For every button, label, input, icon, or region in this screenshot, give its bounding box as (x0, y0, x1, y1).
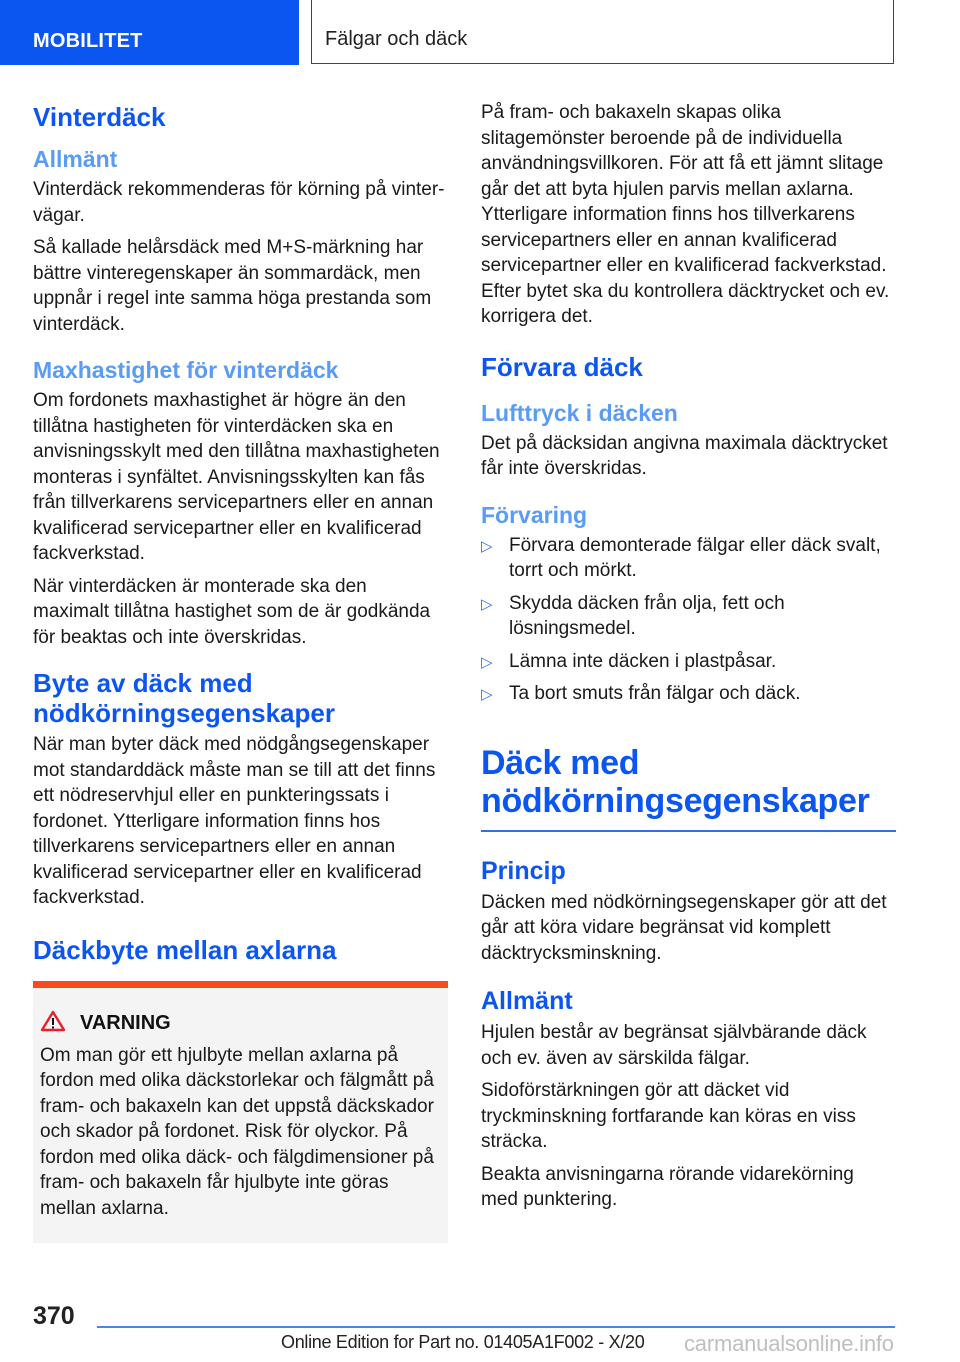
storage-list (481, 533, 896, 707)
heading-princip: Princip (481, 856, 566, 885)
heading-vinterdack: Vinterdäck (33, 102, 166, 132)
heading-byte: Byte av däck med nödkörningsegenskaper (33, 668, 335, 728)
section-tab (0, 0, 299, 65)
list-item: ▷ Ta bort smuts från fälgar och däck. (481, 681, 896, 707)
right-column (481, 100, 896, 1220)
list-item: ▷ Lämna inte däcken i plastpåsar. (481, 649, 896, 675)
footer-rule (97, 1326, 895, 1328)
paragraph: Sidoförstärkningen gör att däcket vid tryckminskning fortfarande kan köras en viss sträcka. (481, 1080, 856, 1152)
heading-rule (481, 830, 896, 832)
paragraph: Däcken med nödkörningsegenskaper gör att det går att köra vidare begränsat vid komplett däcktrycksminskning. (481, 891, 887, 964)
section-label: MOBILITET (33, 30, 143, 52)
heading-dack-med: Däck med nödkörningsegenskaper (481, 743, 870, 820)
list-item: ▷ Förvara demonterade fälgar eller däck svalt, torrt och mörkt. (481, 534, 881, 581)
paragraph: På fram- och bakaxeln skapas olika slitagemönster beroende på de individuella användningsvillkoren. För att få ett jämnt slitage går det att byta hjulen parvis mellan axlarna. Ytterligare information finns hos tillverkarens servicepartners eller en annan kvalificerad servicepartner eller en kvalificerad fackverkstad. Efter bytet ska du kontrollera däcktrycket och ev. korrigera det. (481, 102, 890, 327)
heading-forvara: Förvara däck (481, 351, 643, 382)
warning-triangle-icon (40, 1010, 66, 1037)
heading-allmant-2: Allmänt (481, 987, 573, 1015)
paragraph: När vinterdäcken är monterade ska den maximalt tillåtna hastighet som de är godkända för beaktas och inte överskridas. (33, 575, 431, 648)
triangle-bullet-icon: ▷ (481, 537, 493, 555)
heading-allmant: Allmänt (33, 146, 118, 172)
heading-dackbyte: Däckbyte mellan axlarna (33, 934, 337, 965)
paragraph: Det på däcksidan angivna maximala däcktrycket får inte överskridas. (481, 432, 888, 479)
chapter-tab (311, 0, 894, 64)
list-item: ▷ Skydda däcken från olja, fett och lösningsmedel. (481, 592, 785, 639)
paragraph: När man byter däck med nödgångsegenskaper mot standarddäck måste man se till att det finns ett nödreservhjul eller en punkteringssats i fordonet. Ytterligare information finns hos tillverkarens servicepartners eller en annan kvalificerad servicepartner eller en kvalificerad fackverkstad. (33, 734, 436, 908)
watermark: carmanualsonline.info (684, 1331, 894, 1356)
chapter-label: Fälgar och däck (325, 28, 468, 50)
heading-maxhastighet: Maxhastighet för vinterdäck (33, 357, 339, 383)
paragraph: Om fordonets maxhastighet är högre än den tillåtna hastigheten för vinterdäcken ska en anvisningsskylt med den tillåtna maxhastigheten monteras i synfältet. Anvisningsskylten kan fås från tillverkarens servicepartners eller en annan kvalificerad servicepartner eller en kvalificerad fackverkstad. (33, 390, 440, 564)
left-column (33, 100, 448, 1243)
paragraph: Hjulen består av begränsat självbärande däck och ev. även av särskilda fälgar. (481, 1022, 867, 1069)
warning-label: VARNING (80, 1011, 171, 1034)
warning-text: Om man gör ett hjulbyte mellan axlarna på fordon med olika däckstorlekar och fälgmått på fram- och bakaxeln kan det uppstå däckskador och skador på fordonet. Risk för olyckor. På fordon med olika däck- och fälgdimensioner på fram- och bakaxeln får hjulbyte inte göras mellan axlarna. (40, 1044, 434, 1219)
paragraph: Beakta anvisningarna rörande vidarekörning med punktering. (481, 1163, 854, 1210)
heading-forvaring: Förvaring (481, 501, 588, 528)
triangle-bullet-icon: ▷ (481, 686, 493, 703)
page-number: 370 (33, 1302, 75, 1330)
warning-bar (33, 981, 448, 988)
paragraph: Så kallade helårsdäck med M+S-märkning har bättre vinteregenskaper än sommardäck, men uppnår i regel inte samma höga prestanda som vinterdäck. (33, 237, 432, 335)
paragraph: Vinterdäck rekommenderas för körning på vinter-vägar. (33, 179, 445, 226)
triangle-bullet-icon: ▷ (481, 595, 493, 613)
edition-text: Online Edition for Part no. 01405A1F002 - X/20 (281, 1332, 645, 1352)
triangle-bullet-icon: ▷ (481, 653, 493, 671)
heading-lufttryck: Lufttryck i däcken (481, 399, 678, 426)
warning-box (33, 981, 448, 1244)
